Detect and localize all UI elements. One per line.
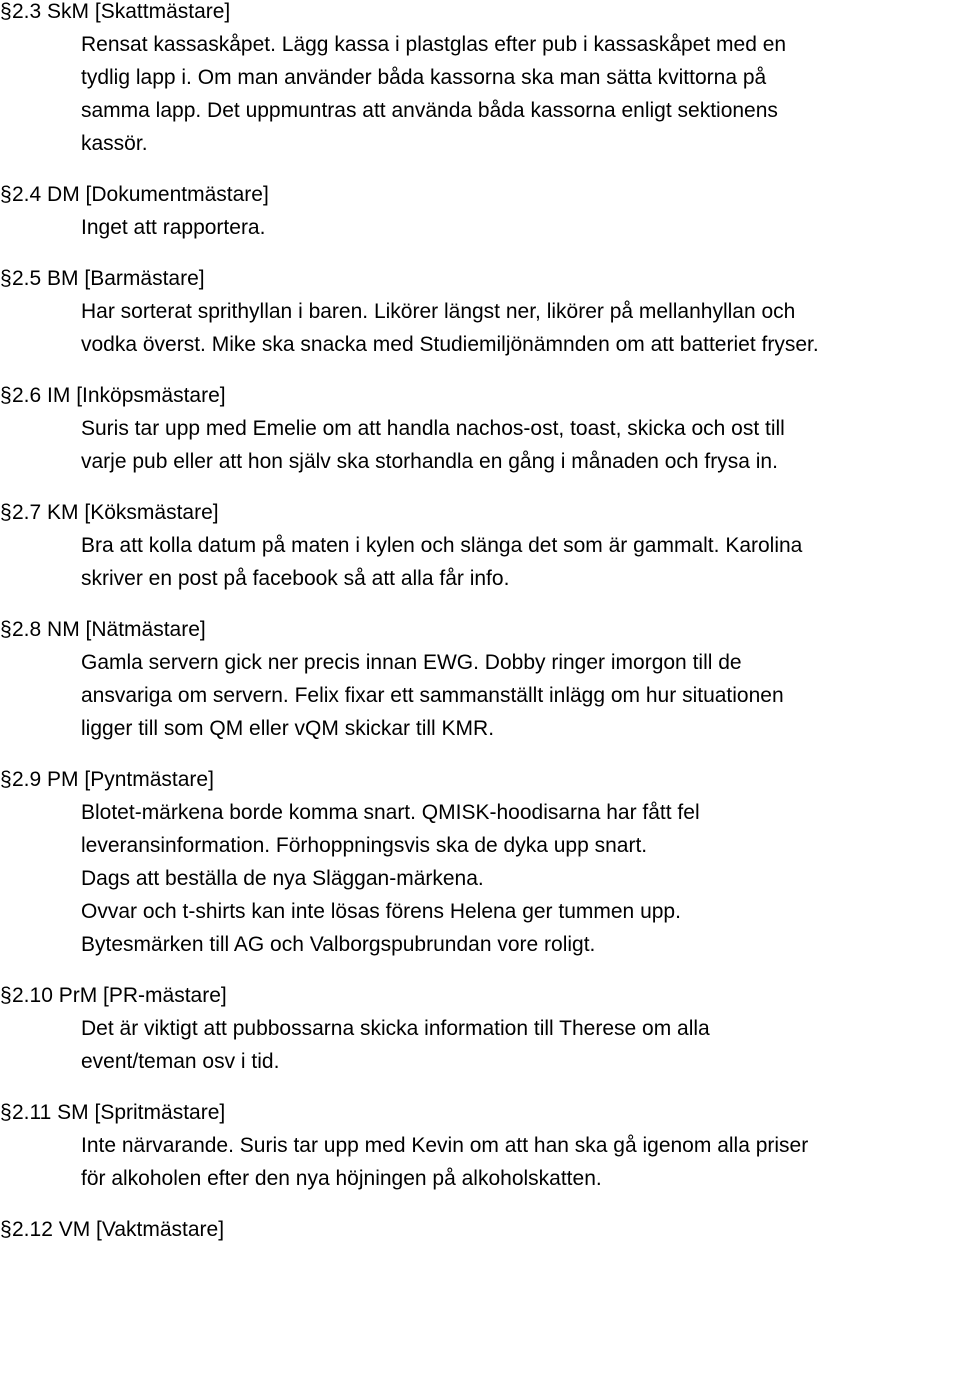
section-body: [0, 529, 960, 595]
body-text-line: Inte närvarande. Suris tar upp med Kevin om att han ska gå igenom alla priser: [81, 1134, 809, 1157]
body-text-line: Har sorterat sprithyllan i baren. Likörer längst ner, likörer på mellanhyllan och: [81, 300, 796, 323]
section-body: [0, 412, 960, 478]
section-sign-symbol: §: [0, 1101, 12, 1124]
body-text-line: ligger till som QM eller vQM skickar till KMR.: [81, 717, 495, 740]
body-text-line: vodka överst. Mike ska snacka med Studiemiljönämnden om att batteriet fryser.: [81, 333, 819, 356]
section-heading: [0, 379, 960, 412]
body-text-line: Rensat kassaskåpet. Lägg kassa i plastglas efter pub i kassaskåpet med en: [81, 33, 787, 56]
section-2-8: [0, 613, 960, 745]
section-2-4: [0, 178, 960, 244]
section-number: 2.3: [12, 0, 42, 23]
section-heading: [0, 763, 960, 796]
section-number: 2.5: [12, 267, 42, 290]
section-sign-symbol: §: [0, 384, 12, 407]
section-heading: [0, 496, 960, 529]
section-title: DM [Dokumentmästare]: [47, 183, 269, 206]
section-number: 2.8: [12, 618, 42, 641]
section-2-12: [0, 1213, 960, 1246]
section-2-3: [0, 0, 960, 160]
section-title: NM [Nätmästare]: [47, 618, 206, 641]
section-sign-symbol: §: [0, 267, 12, 290]
body-text-line: Bytesmärken till AG och Valborgspubrundan vore roligt.: [81, 933, 596, 956]
section-heading: [0, 1213, 960, 1246]
section-sign-symbol: §: [0, 0, 12, 23]
body-text-line: Inget att rapportera.: [81, 216, 266, 239]
section-2-7: [0, 496, 960, 595]
section-sign-symbol: §: [0, 1218, 12, 1241]
section-heading: [0, 979, 960, 1012]
body-text-line: för alkoholen efter den nya höjningen på alkoholskatten.: [81, 1167, 602, 1190]
body-text-line: Suris tar upp med Emelie om att handla nachos-ost, toast, skicka och ost till: [81, 417, 785, 440]
section-title: PM [Pyntmästare]: [47, 768, 214, 791]
section-title: VM [Vaktmästare]: [58, 1218, 225, 1241]
section-body: [0, 211, 960, 244]
section-number: 2.9: [12, 768, 42, 791]
body-text-line: Det är viktigt att pubbossarna skicka information till Therese om alla: [81, 1017, 710, 1040]
section-number: 2.4: [12, 183, 42, 206]
section-title: SM [Spritmästare]: [57, 1101, 226, 1124]
section-body: [0, 646, 960, 745]
section-heading: [0, 178, 960, 211]
section-heading: [0, 613, 960, 646]
body-text-line: Blotet-märkena borde komma snart. QMISK-hoodisarna har fått fel: [81, 801, 700, 824]
body-text-line: Gamla servern gick ner precis innan EWG. Dobby ringer imorgon till de: [81, 651, 742, 674]
section-body: [0, 1129, 960, 1195]
section-number: 2.10: [12, 984, 53, 1007]
section-title: IM [Inköpsmästare]: [47, 384, 226, 407]
section-number: 2.12: [12, 1218, 53, 1241]
section-sign-symbol: §: [0, 183, 12, 206]
section-2-9: [0, 763, 960, 961]
body-text-line: event/teman osv i tid.: [81, 1050, 280, 1073]
section-title: SkM [Skattmästare]: [47, 0, 231, 23]
section-2-5: [0, 262, 960, 361]
section-number: 2.11: [12, 1101, 52, 1124]
section-body: [0, 295, 960, 361]
section-body: [0, 1012, 960, 1078]
body-text-line: tydlig lapp i. Om man använder båda kassorna ska man sätta kvittorna på: [81, 66, 767, 89]
body-text-line: samma lapp. Det uppmuntras att använda båda kassorna enligt sektionens: [81, 99, 778, 122]
body-text-line: Bra att kolla datum på maten i kylen och slänga det som är gammalt. Karolina: [81, 534, 803, 557]
section-heading: [0, 262, 960, 295]
body-text-line: varje pub eller att hon själv ska storhandla en gång i månaden och frysa in.: [81, 450, 778, 473]
body-text-line: Dags att beställa de nya Släggan-märkena.: [81, 867, 484, 890]
body-text-line: skriver en post på facebook så att alla får info.: [81, 567, 510, 590]
section-sign-symbol: §: [0, 984, 12, 1007]
section-body: [0, 796, 960, 961]
section-number: 2.7: [12, 501, 42, 524]
section-2-6: [0, 379, 960, 478]
section-title: BM [Barmästare]: [47, 267, 205, 290]
body-text-line: Ovvar och t-shirts kan inte lösas förens Helena ger tummen upp.: [81, 900, 681, 923]
section-sign-symbol: §: [0, 501, 12, 524]
section-heading: [0, 0, 960, 28]
section-title: KM [Köksmästare]: [47, 501, 219, 524]
section-2-11: [0, 1096, 960, 1195]
section-body: [0, 28, 960, 160]
body-text-line: ansvariga om servern. Felix fixar ett sammanställt inlägg om hur situationen: [81, 684, 784, 707]
section-heading: [0, 1096, 960, 1129]
section-sign-symbol: §: [0, 618, 12, 641]
section-title: PrM [PR-mästare]: [58, 984, 227, 1007]
body-text-line: kassör.: [81, 132, 148, 155]
section-number: 2.6: [12, 384, 42, 407]
section-2-10: [0, 979, 960, 1078]
body-text-line: leveransinformation. Förhoppningsvis ska de dyka upp snart.: [81, 834, 648, 857]
section-sign-symbol: §: [0, 768, 12, 791]
